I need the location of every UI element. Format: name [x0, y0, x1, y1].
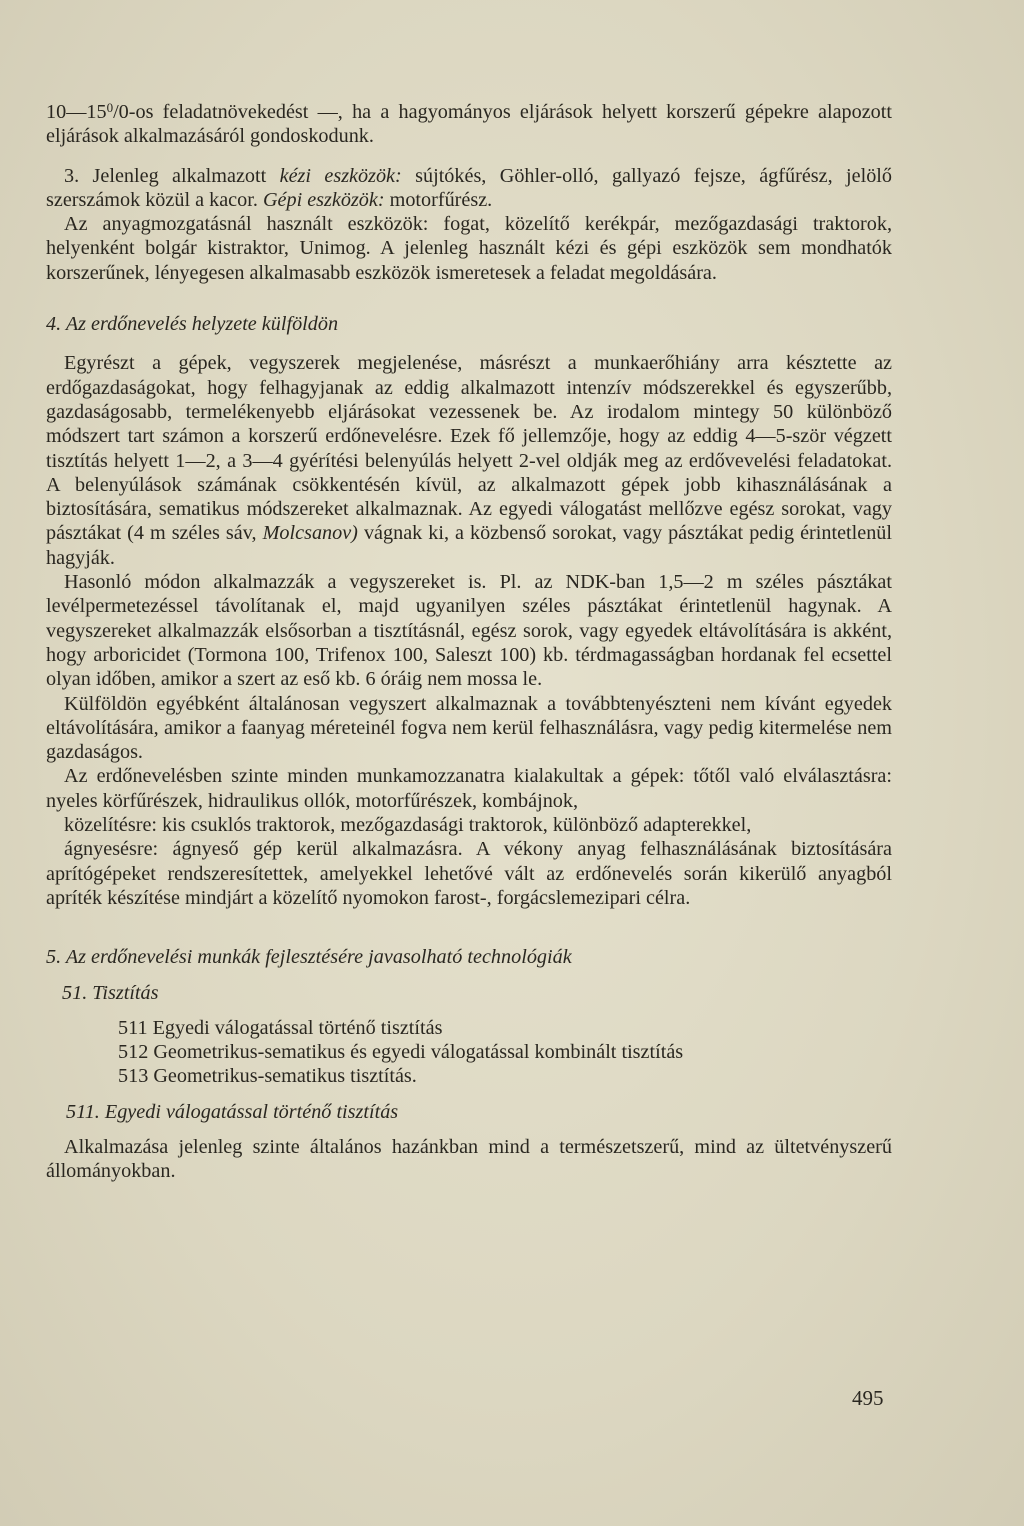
paragraph-current-tools: 3. Jelenleg alkalmazott kézi eszközök: sújtókés, Göhler-olló, gallyazó fejsze, ágfűrész, jelölő szerszámok közül a kacor. Gépi eszközök: motorfűrész. [46, 164, 892, 211]
subsection-heading-51: 51. Tisztítás [62, 981, 159, 1004]
paragraph-intro: $10—15^0/0-os$ feladatnövekedést —, ha a hagyományos eljárások helyett korszerű gépekre alapozott eljárások alkalmazásáról gondoskodunk. [46, 100, 892, 148]
list-item: 513 Geometrikus-sematikus tisztítás. [118, 1065, 417, 1088]
paragraph-application: Alkalmazása jelenleg szinte általános hazánkban mind a természetszerű, mind az ültetvényszerű állományokban. [46, 1135, 892, 1183]
paragraph-chemicals: Hasonló módon alkalmazzák a vegyszereket is. Pl. az NDK-ban 1,5—2 m széles pásztákat levélpermetezéssel távolítanak el, majd ugyanilyen széles pásztákat érintetlenül hagynak. A vegyszereket alkalmazzák elsősorban a tisztításnál, egész sorok, vagy egyedek eltávolítására is akként, hogy arboricidet (Tormona 100, Trifenox 100, Saleszt 100) kb. térdmagasságban hordanak fel ecsettel olyan időben, amikor a szert az eső kb. 6 óráig nem mossa le. [46, 571, 892, 691]
paragraph-machines: Az erdőnevelésben szinte minden munkamozzanatra kialakultak a gépek: tőtől való elválasztásra: nyeles körfűrészek, hidraulikus ollók, motorfűrészek, kombájnok, [46, 765, 892, 812]
list-item: 511 Egyedi válogatással történő tisztítás [118, 1016, 443, 1039]
subsection-heading-511: 511. Egyedi válogatással történő tisztítás [66, 1100, 399, 1123]
paragraph-pruning: ágnyesésre: ágnyeső gép kerül alkalmazásra. A vékony anyag felhasználásának biztosítására aprítógépeket rendszeresítettek, amelyekkel lehetővé vált az erdőnevelés során kikerülő anyagból apríték készítése mindjárt a közelítő nyomokon farost-, forgácslemezipari célra. [46, 838, 892, 909]
technology-list [118, 1016, 892, 1089]
list-item: 512 Geometrikus-sematikus és egyedi válogatással kombinált tisztítás [118, 1041, 684, 1064]
section-heading-4: 4. Az erdőnevelés helyzete külföldön [46, 313, 339, 336]
section-heading-5: 5. Az erdőnevelési munkák fejlesztésére javasolható technológiák [46, 946, 572, 969]
paragraph-material-handling: Az anyagmozgatásnál használt eszközök: fogat, közelítő kerékpár, mezőgazdasági traktorok, helyenként bolgár kistraktor, Unimog. A jelenleg használt kézi és gépi eszközök sem mondhatók korszerűnek, lényegesen alkalmasabb eszközök ismeretesek a feladat megoldására. [46, 213, 892, 284]
document-body [46, 100, 892, 1184]
paragraph-chemicals-abroad: Külföldön egyébként általánosan vegyszert alkalmaznak a továbbtenyészteni nem kívánt egyedek eltávolítására, amikor a faanyag méreteinél fogva nem kerül felhasználásra, vagy pedig kitermelése nem gazdaságos. [46, 692, 892, 764]
paragraph-abroad: Egyrészt a gépek, vegyszerek megjelenése, másrészt a munkaerőhiány arra késztette az erdőgazdaságokat, hogy felhagyjanak az eddig alkalmazott intenzív módszerekkel és egyszerűbb, gazdaságosabb, termelékenyebb eljárásokat vezessenek be. Az irodalom mintegy 50 különböző módszert tart számon a korszerű erdőnevelésre. Ezek fő jellemzője, hogy az eddig 4—5-ször végzett tisztítás helyett 1—2, a 3—4 gyérítési belenyúlás helyett 2-vel oldják meg az erdővevelési feladatokat. A belenyúlások számának csökkentésén kívül, az alkalmazott gépek jobb kihasználásának a biztosítására, sematikus módszereket alkalmaznak. Az egyedi válogatást mellőzve egész sorokat, vagy pásztákat (4 m széles sáv, Molcsanov) vágnak ki, a közbenső sorokat, vagy pásztákat pedig érintetlenül hagyják. [46, 352, 893, 569]
paragraph-skidding: közelítésre: kis csuklós traktorok, mezőgazdasági traktorok, különböző adapterekkel, [64, 814, 752, 837]
page-number: 495 [852, 1386, 884, 1410]
